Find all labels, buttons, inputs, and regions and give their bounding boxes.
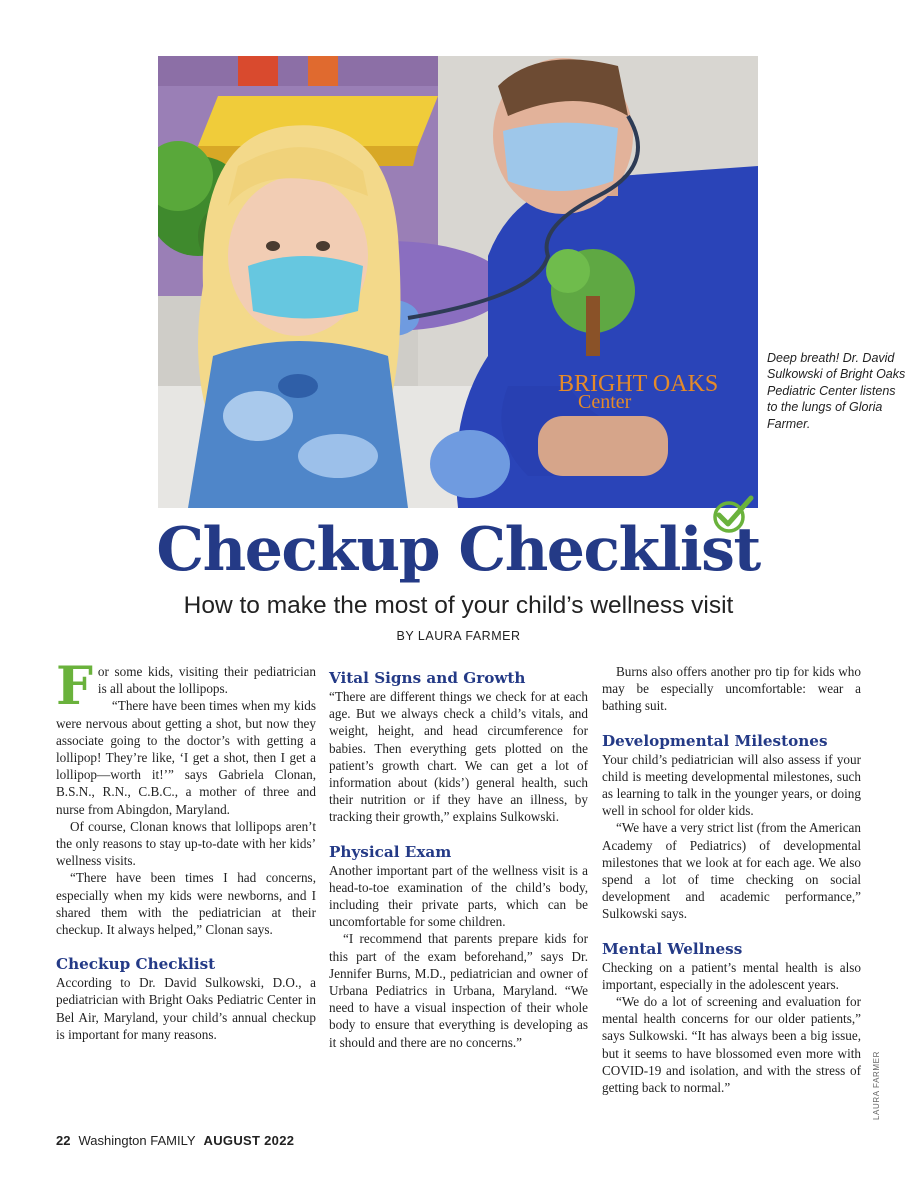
section-paragraph: “We have a very strict list (from the American Academy of Pediatrics) of developmental milestones that we look at for each age. We also spend a lot of time checking on social development and academic performance,” Sulkowski says. <box>602 820 861 922</box>
section-paragraph: Checking on a patient’s mental health is also important, especially in the adolescent years. <box>602 959 861 992</box>
doctor-child-illustration <box>158 56 758 508</box>
intro-paragraph-1: For some kids, visiting their pediatrician is all about the lollipops. <box>56 656 316 717</box>
page-number: 22 <box>56 1133 71 1148</box>
section-paragraph: “We do a lot of screening and evaluation for mental health concerns for our older patients,” says Sulkowski. “It has always been a big issue, but it seems to have blossomed even more with COVID-19 and isolation, and with the stress of getting back to normal.” <box>602 994 861 1096</box>
article-column-3 <box>602 663 861 1096</box>
publication-name: Washington FAMILY <box>78 1133 196 1148</box>
section-paragraph: Your child’s pediatrician will also assess if your child is meeting developmental milestones, such as learning to talk in the younger years, or doing well in school for older kids. <box>602 751 861 819</box>
intro-paragraph-2: “There have been times when my kids were nervous about getting a shot, but now they associate going to the doctor’s with getting a lollipop! They’re like, ‘I get a shot, then I get a lollipop—worth it!’” says Gabriela Clonan, B.S.N., R.N., C.B.C., a mother of three and nurse from Abingdon, Maryland. <box>56 698 316 817</box>
drop-cap: F <box>56 656 93 717</box>
section-heading-mental-wellness: Mental Wellness <box>602 939 743 958</box>
section-heading-developmental-milestones: Developmental Milestones <box>602 731 828 750</box>
section-paragraph: Another important part of the wellness visit is a head-to-toe examination of the child’s body, including their private parts, which can be uncomfortable for some children. <box>329 862 588 930</box>
shirt-logo-text: BRIGHT OAKS <box>558 371 719 397</box>
issue-date: AUGUST 2022 <box>203 1133 295 1148</box>
shirt-logo-subtext: Center <box>578 391 632 413</box>
photo-credit: LAURA FARMER <box>872 1051 881 1120</box>
section-heading-checkup-checklist: Checkup Checklist <box>56 955 216 974</box>
intro-paragraph-4: “There have been times I had concerns, especially when my kids were newborns, and I shared them with the pediatrician at their checkup. It always helped,” Clonan says. <box>56 870 316 938</box>
section-heading-physical-exam: Physical Exam <box>329 842 452 861</box>
article-column-1 <box>56 656 316 1043</box>
intro-paragraph-3: Of course, Clonan knows that lollipops aren’t the only reasons to stay up-to-date with her kids’ wellness visits. <box>56 818 316 869</box>
article-title: Checkup Checklist <box>156 515 760 585</box>
section-heading-vital-signs: Vital Signs and Growth <box>329 669 526 687</box>
article-subtitle: How to make the most of your child’s wellness visit <box>183 592 734 619</box>
section-paragraph: According to Dr. David Sulkowski, D.O., a pediatrician with Bright Oaks Pediatric Center in Bel Air, Maryland, your child’s annual checkup is important for many reasons. <box>56 975 316 1042</box>
article-column-2 <box>329 663 588 1051</box>
section-paragraph: “There are different things we check for at each age. But we always check a child’s vitals, and weight, height, and head circumference for babies. Then everything gets plotted on the patient’s growth chart. We can get a lot of information about (kids’) general health, such their nutrition or if they have an illness, by tracking their growth,” explains Sulkowski. <box>329 689 588 825</box>
hero-photo <box>158 56 758 508</box>
section-paragraph: Burns also offers another pro tip for kids who may be especially uncomfortable: wear a bathing suit. <box>602 664 861 714</box>
photo-caption: Deep breath! Dr. David Sulkowski of Bright Oaks Pediatric Center listens to the lungs of Gloria Farmer. <box>767 351 906 431</box>
page-footer <box>56 1133 294 1148</box>
byline: BY LAURA FARMER <box>396 629 521 643</box>
section-paragraph: “I recommend that parents prepare kids for this part of the exam beforehand,” says Dr. Jennifer Burns, M.D., pediatrician and owner of Urbana Pediatrics in Urbana, Maryland. “We need to have a visual inspection of their whole body to ensure that everything is developing as it should and there are no concerns.” <box>329 931 588 1050</box>
check-mark-icon <box>707 493 755 535</box>
